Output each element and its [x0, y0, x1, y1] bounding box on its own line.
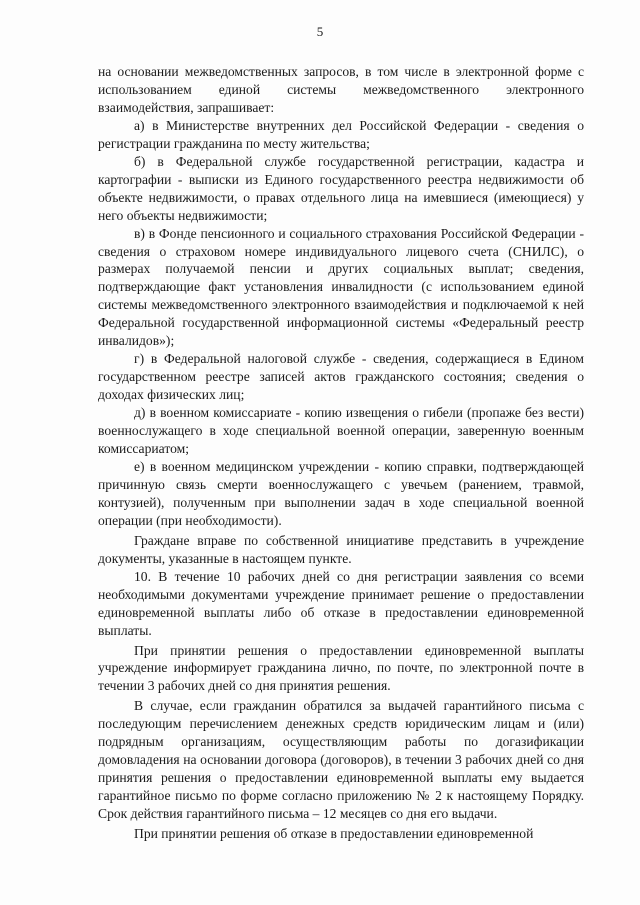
- paragraph-item-g: г) в Федеральной налоговой службе - сведения, содержащиеся в Едином государственном реестре записей актов гражданского состояния; сведения о доходах физических лиц;: [98, 351, 584, 403]
- page-number: 5: [316, 24, 324, 39]
- paragraph-decision-notice: При принятии решения о предоставлении единовременной выплаты учреждение информирует гражданина лично, по почте, по электронной почте в течении 3 рабочих дней со дня принятия решения.: [98, 642, 584, 694]
- paragraph-item-b: б) в Федеральной службе государственной регистрации, кадастра и картографии - выписки из Единого государственного реестра недвижимости об объекте недвижимости, о правах отдельного лица на имевшиеся (имеющиеся) у него объекты недвижимости;: [98, 153, 584, 223]
- paragraph-item-v: в) в Фонде пенсионного и социального страхования Российской Федерации - сведения о страховом номере индивидуального лицевого счета (СНИЛС), о размерах получаемой пенсии и других социальных выплат; сведения, подтверждающие факт установления инвалидности (с использованием единой системы межведомственного электронного взаимодействия и подключаемой к ней Федеральной государственной информационной системы «Федеральный реестр инвалидов»);: [98, 225, 584, 349]
- paragraph-own-initiative: Граждане вправе по собственной инициативе представить в учреждение документы, указанные в настоящем пункте.: [98, 532, 584, 566]
- paragraph-clause-10: 10. В течение 10 рабочих дней со дня регистрации заявления со всеми необходимыми документами учреждение принимает решение о предоставлении единовременной выплаты либо об отказе в предоставлении единовременной выплаты.: [98, 568, 584, 638]
- paragraph-item-a: а) в Министерстве внутренних дел Российской Федерации - сведения о регистрации гражданина по месту жительства;: [98, 117, 584, 151]
- paragraph-request-intro: на основании межведомственных запросов, в том числе в электронной форме с использованием единой системы межведомственного электронного взаимодействия, запрашивает:: [98, 64, 584, 115]
- paragraph-guarantee-letter: В случае, если гражданин обратился за выдачей гарантийного письма с последующим перечислением денежных средств юридическим лицам и (или) подрядным организациям, осуществляющим работы по догазификации домовладения на основании договора (договоров), в течении 3 рабочих дней со дня принятия решения о предоставлении единовременной выплаты ему выдается гарантийное письмо по форме согласно приложению № 2 к настоящему Порядку. Срок действия гарантийного письма – 12 месяцев со дня его выдачи.: [98, 698, 584, 822]
- paragraph-item-e: е) в военном медицинском учреждении - копию справки, подтверждающей причинную связь смерти военнослужащего с увечьем (ранением, травмой, контузией), полученным при выполнении задач в ходе специальной военной операции (при необходимости).: [98, 458, 584, 528]
- paragraph-refusal-decision: При принятии решения об отказе в предоставлении единовременной: [134, 826, 534, 842]
- document-body: [98, 63, 584, 843]
- paragraph-item-d: д) в военном комиссариате - копию извещения о гибели (пропаже без вести) военнослужащего в ходе специальной военной операции, заверенную военным комиссариатом;: [98, 405, 584, 457]
